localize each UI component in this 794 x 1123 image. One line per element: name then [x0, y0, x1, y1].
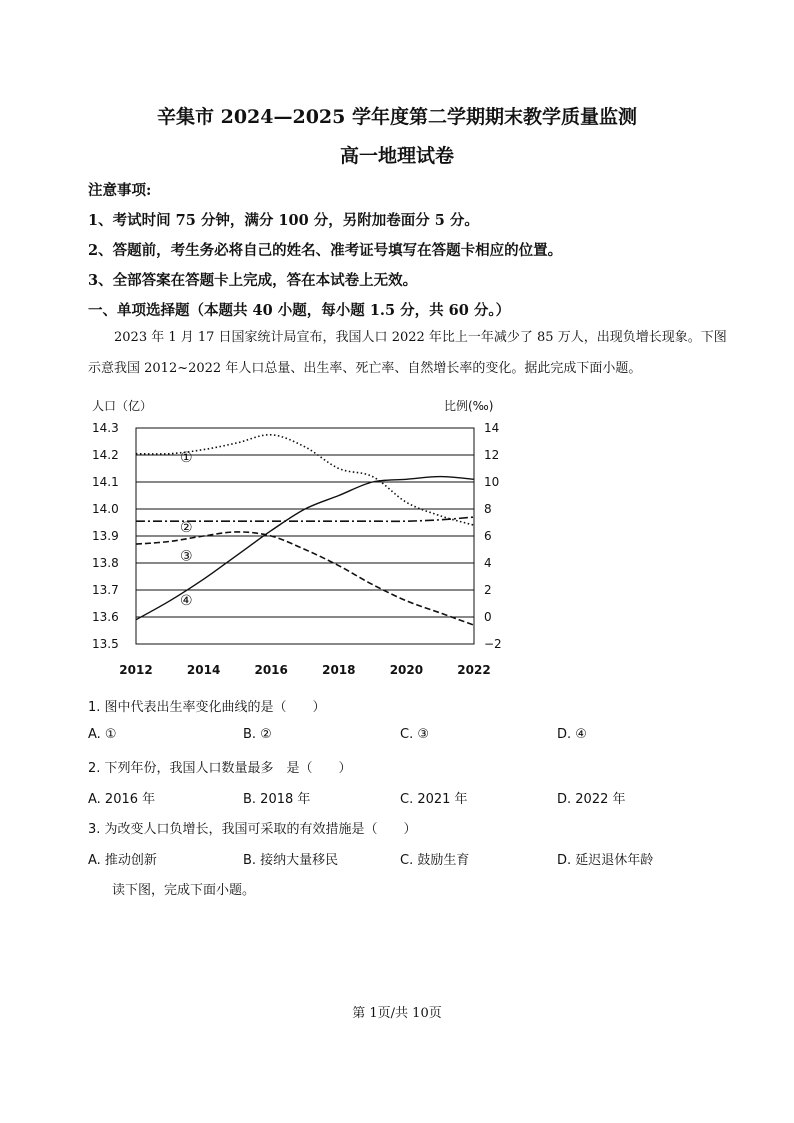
notice-item: 3、全部答案在答题卡上完成，答在本试卷上无效。 — [88, 272, 418, 289]
series-marker-label: ② — [179, 519, 193, 536]
x-tick-label: 2022 — [457, 663, 491, 677]
y-left-tick-label: 13.5 — [92, 637, 119, 651]
notice-item: 1、考试时间 75 分钟，满分 100 分，另附加卷面分 5 分。 — [88, 212, 479, 229]
question-3-stem: 3. 为改变人口负增长，我国可采取的有效措施是（ ） — [88, 822, 417, 837]
q1-option-d: D. ④ — [557, 727, 587, 742]
y-right-tick-label: 2 — [484, 583, 492, 597]
q2-option-d: D. 2022 年 — [557, 792, 626, 807]
q3-option-d: D. 延迟退休年龄 — [557, 853, 654, 868]
q3-option-b: B. 接纳大量移民 — [243, 853, 339, 868]
next-question-intro: 读下图，完成下面小题。 — [112, 883, 256, 898]
exam-title: 辛集市 2024—2025 学年度第二学期期末教学质量监测 — [157, 106, 637, 128]
page-footer: 第 1页/共 10页 — [352, 1006, 442, 1021]
y-left-tick-label: 14.2 — [92, 448, 119, 462]
y-left-tick-label: 14.3 — [92, 421, 119, 435]
question-2-stem: 2. 下列年份，我国人口数量最多 是（ ） — [88, 761, 352, 776]
question-intro: 2023 年 1 月 17 日国家统计局宣布，我国人口 2022 年比上一年减少了 85 万人，出现负增长现象。下图示意我国 2012~2022 年人口总量、出生率、死亡率、自然增长率的变化。据此完成下面小题。 — [88, 330, 727, 376]
y-left-tick-label: 14.0 — [92, 502, 119, 516]
y-right-tick-label: 6 — [484, 529, 492, 543]
x-tick-label: 2012 — [119, 663, 153, 677]
q1-option-a: A. ① — [88, 727, 117, 742]
y-right-axis-label: 比例(‰) — [444, 399, 494, 413]
y-right-tick-label: 0 — [484, 610, 492, 624]
q2-option-c: C. 2021 年 — [400, 792, 468, 807]
section-heading: 一、单项选择题（本题共 40 小题，每小题 1.5 分，共 60 分。） — [88, 302, 511, 319]
x-tick-label: 2016 — [254, 663, 288, 677]
y-right-tick-label: 14 — [484, 421, 500, 435]
y-left-tick-label: 13.6 — [92, 610, 119, 624]
notice-item: 2、答题前，考生务必将自己的姓名、准考证号填写在答题卡相应的位置。 — [88, 242, 563, 259]
y-right-tick-label: 8 — [484, 502, 492, 516]
q3-option-c: C. 鼓励生育 — [400, 853, 470, 868]
q2-option-b: B. 2018 年 — [243, 792, 311, 807]
y-right-tick-label: 10 — [484, 475, 500, 489]
q1-option-b: B. ② — [243, 727, 272, 742]
y-right-tick-label: 4 — [484, 556, 492, 570]
series-line — [136, 435, 474, 525]
population-chart — [80, 390, 520, 690]
x-tick-label: 2014 — [186, 663, 221, 677]
y-right-tick-label: 12 — [484, 448, 500, 462]
q1-option-c: C. ③ — [400, 727, 429, 742]
series-line — [136, 532, 474, 625]
exam-subtitle: 高一地理试卷 — [339, 145, 454, 167]
y-left-tick-label: 13.9 — [92, 529, 119, 543]
series-marker-label: ④ — [179, 592, 193, 609]
y-left-tick-label: 14.1 — [92, 475, 119, 489]
notice-heading: 注意事项: — [88, 182, 152, 199]
question-1-stem: 1. 图中代表出生率变化曲线的是（ ） — [88, 700, 326, 715]
y-left-tick-label: 13.8 — [92, 556, 119, 570]
x-tick-label: 2018 — [322, 663, 356, 677]
series-marker-label: ③ — [179, 548, 193, 565]
y-left-tick-label: 13.7 — [92, 583, 119, 597]
series-marker-label: ① — [179, 449, 193, 466]
y-left-axis-label: 人口（亿） — [92, 399, 153, 413]
y-right-tick-label: −2 — [484, 637, 502, 651]
q3-option-a: A. 推动创新 — [88, 853, 157, 868]
x-tick-label: 2020 — [389, 663, 424, 677]
q2-option-a: A. 2016 年 — [88, 792, 156, 807]
